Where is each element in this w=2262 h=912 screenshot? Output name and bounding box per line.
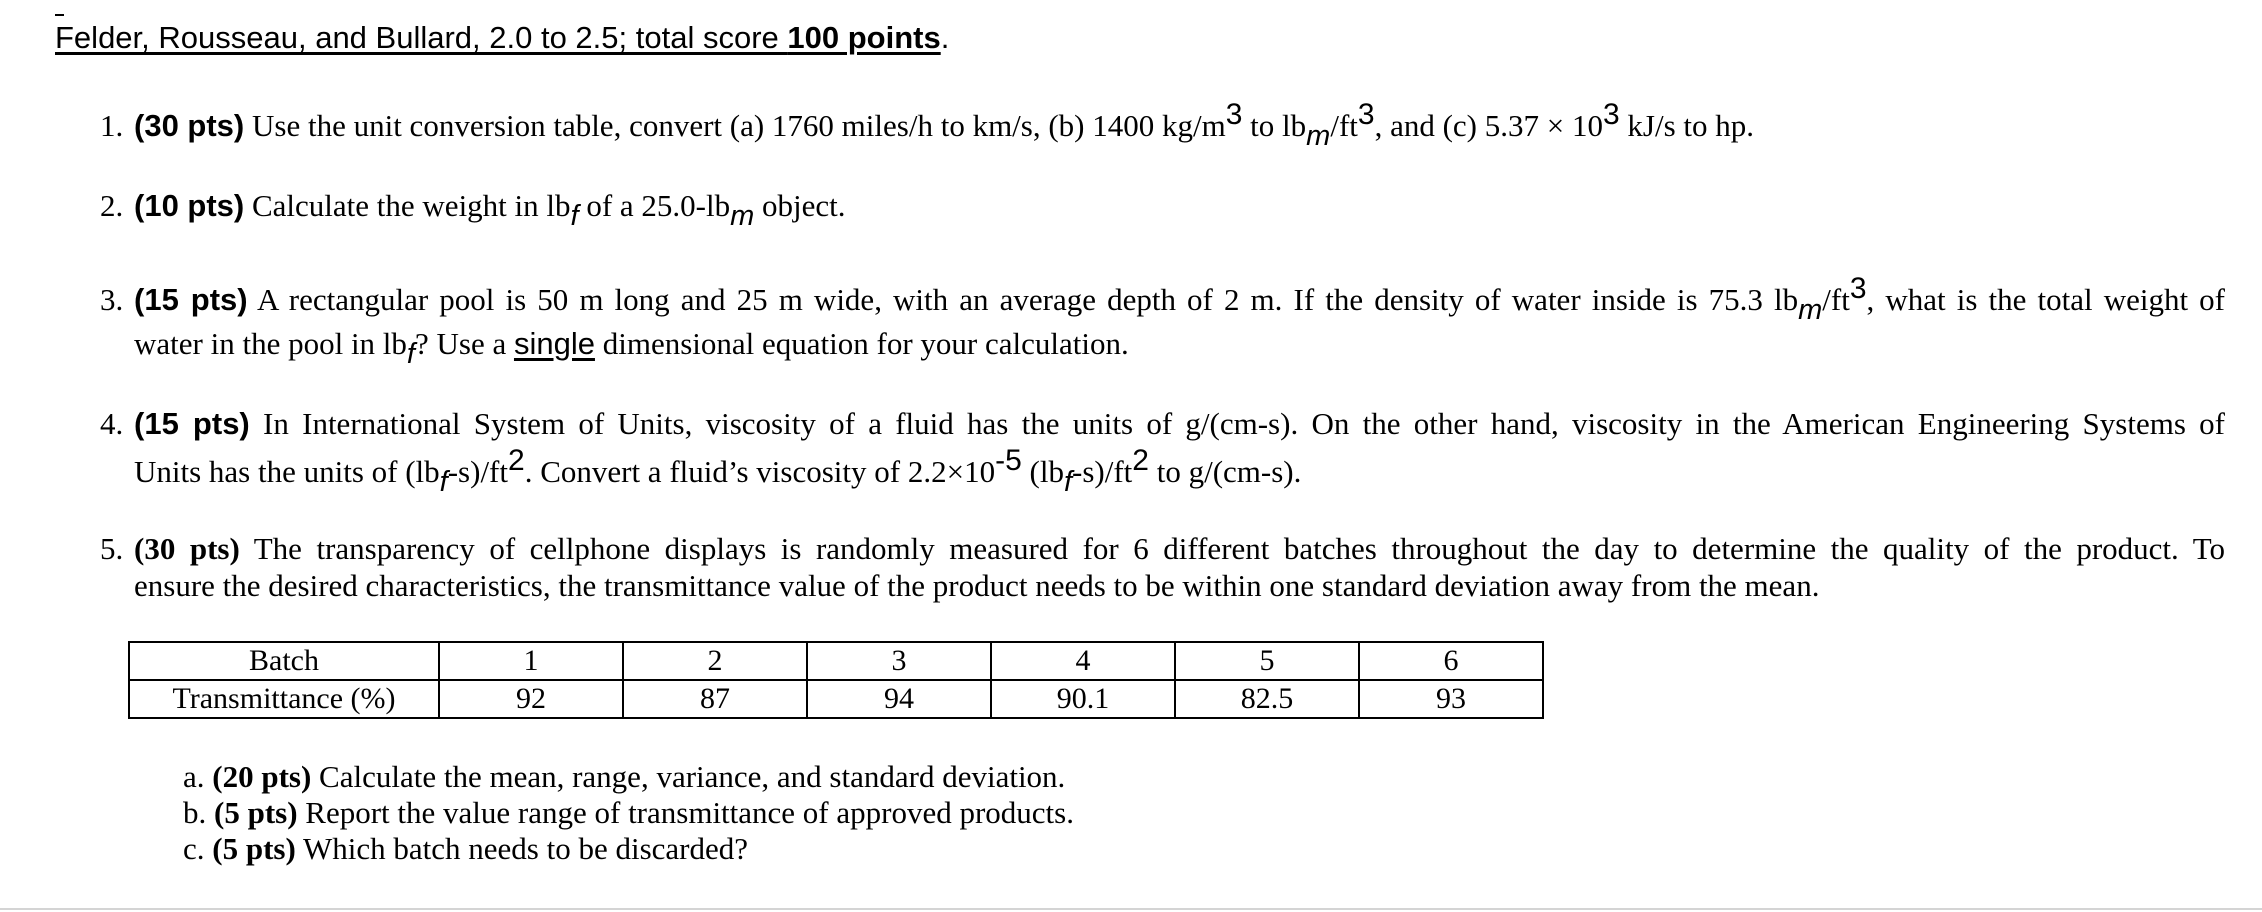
table-cell: 1 <box>439 642 623 680</box>
question-number: 2. <box>100 188 124 223</box>
table-cell: 2 <box>623 642 807 680</box>
subscript: m <box>1798 294 1823 326</box>
question-text: , and (c) 5.37 × 10 <box>1374 108 1603 143</box>
question-text: ? Use a <box>414 326 514 361</box>
table-cell: 93 <box>1359 680 1543 718</box>
table-cell: 5 <box>1175 642 1359 680</box>
assignment-header <box>55 16 949 60</box>
question-text: ensure the desired characteristics, the transmittance value of the product needs to be within one standard deviation away from the mean. <box>134 568 1820 603</box>
single-emphasis: single <box>513 326 595 361</box>
question-text: object. <box>754 188 846 223</box>
question-points: (15 pts) <box>134 406 250 441</box>
table-cell: 94 <box>807 680 991 718</box>
question-text: Calculate the weight in lb <box>244 188 571 223</box>
question-text: . Convert a fluid’s viscosity of 2.2×10 <box>524 454 996 489</box>
subquestion-letter: a. <box>183 759 205 794</box>
question-text: to lb <box>1242 108 1307 143</box>
subquestion-text: Report the value range of transmittance of approved products. <box>297 795 1074 830</box>
question-3 <box>100 272 2225 370</box>
table-cell: 87 <box>623 680 807 718</box>
subscript: f <box>406 338 415 370</box>
question-points: (30 pts) <box>134 108 245 143</box>
header-text: Felder, Rousseau, and Bullard, 2.0 to 2.5; total score <box>55 20 788 55</box>
question-text: (lb <box>1021 454 1064 489</box>
question-points: (10 pts) <box>134 188 245 223</box>
superscript: 3 <box>1602 98 1620 131</box>
header-total-points: 100 points <box>787 20 941 55</box>
transmittance-table <box>128 641 1544 719</box>
table-cell: 3 <box>807 642 991 680</box>
question-number: 4. <box>100 406 124 441</box>
superscript: 2 <box>508 444 525 477</box>
subquestion-b <box>183 795 1074 831</box>
question-text: Use the unit conversion table, convert (a) 1760 miles/h to km/s, (b) 1400 kg/m <box>244 108 1226 143</box>
table-header-cell: Batch <box>129 642 439 680</box>
subquestion-points: (20 pts) <box>212 759 312 794</box>
subquestion-text: Which batch needs to be discarded? <box>295 831 748 866</box>
subscript: f <box>439 466 448 498</box>
question-text: The transparency of cellphone displays is randomly measured for 6 different batches throughout the day to determine the quality of the product. To <box>239 531 2225 566</box>
corner-mark <box>55 14 64 16</box>
subquestion-letter: b. <box>183 795 207 830</box>
question-text: /ft <box>1330 108 1358 143</box>
subquestion-points: (5 pts) <box>214 795 298 830</box>
page-bottom-border <box>0 908 2262 910</box>
question-number: 5. <box>100 531 124 566</box>
table-cell: 82.5 <box>1175 680 1359 718</box>
question-number: 1. <box>100 108 124 143</box>
question-text: /ft <box>1822 282 1850 317</box>
superscript: 3 <box>1225 98 1243 131</box>
superscript: 3 <box>1357 98 1375 131</box>
question-4 <box>100 402 2225 498</box>
question-text: dimensional equation for your calculation. <box>594 326 1129 361</box>
subquestion-text: Calculate the mean, range, variance, and standard deviation. <box>311 759 1066 794</box>
question-text: to g/(cm-s). <box>1148 454 1302 489</box>
question-text: of a 25.0-lb <box>578 188 731 223</box>
superscript: -5 <box>995 444 1022 477</box>
subquestion-c <box>183 831 748 867</box>
subscript: m <box>730 200 755 232</box>
question-number: 3. <box>100 282 124 317</box>
question-text: Units has the units of (lb <box>134 454 440 489</box>
question-text: -s)/ft <box>1072 454 1133 489</box>
subscript: m <box>1306 120 1331 152</box>
superscript: 2 <box>1132 444 1149 477</box>
subquestion-a <box>183 759 1065 795</box>
table-row-transmittance <box>129 680 1543 718</box>
question-1 <box>100 98 2225 152</box>
question-text: A rectangular pool is 50 m long and 25 m wide, with an average depth of 2 m. If the density of water inside is 75.3 lb <box>247 282 1799 317</box>
table-cell: 4 <box>991 642 1175 680</box>
table-row-batch <box>129 642 1543 680</box>
question-text: -s)/ft <box>447 454 508 489</box>
table-cell: 6 <box>1359 642 1543 680</box>
question-points: (15 pts) <box>134 282 248 317</box>
question-text: , what is the total weight of <box>1866 282 2225 317</box>
header-period: . <box>940 20 950 55</box>
subquestion-points: (5 pts) <box>212 831 296 866</box>
table-cell: 90.1 <box>991 680 1175 718</box>
question-5 <box>100 530 2225 604</box>
question-text: kJ/s to hp. <box>1619 108 1755 143</box>
superscript: 3 <box>1849 272 1867 305</box>
subscript: f <box>570 200 579 232</box>
subquestion-letter: c. <box>183 831 205 866</box>
question-points: (30 pts) <box>134 531 240 566</box>
table-header-cell: Transmittance (%) <box>129 680 439 718</box>
question-text: water in the pool in lb <box>134 326 407 361</box>
subscript: f <box>1063 466 1073 498</box>
question-text: In International System of Units, viscosity of a fluid has the units of g/(cm-s). On the other hand, viscosity in the American Engineering Systems of <box>249 406 2225 441</box>
table-cell: 92 <box>439 680 623 718</box>
question-2 <box>100 184 2225 232</box>
